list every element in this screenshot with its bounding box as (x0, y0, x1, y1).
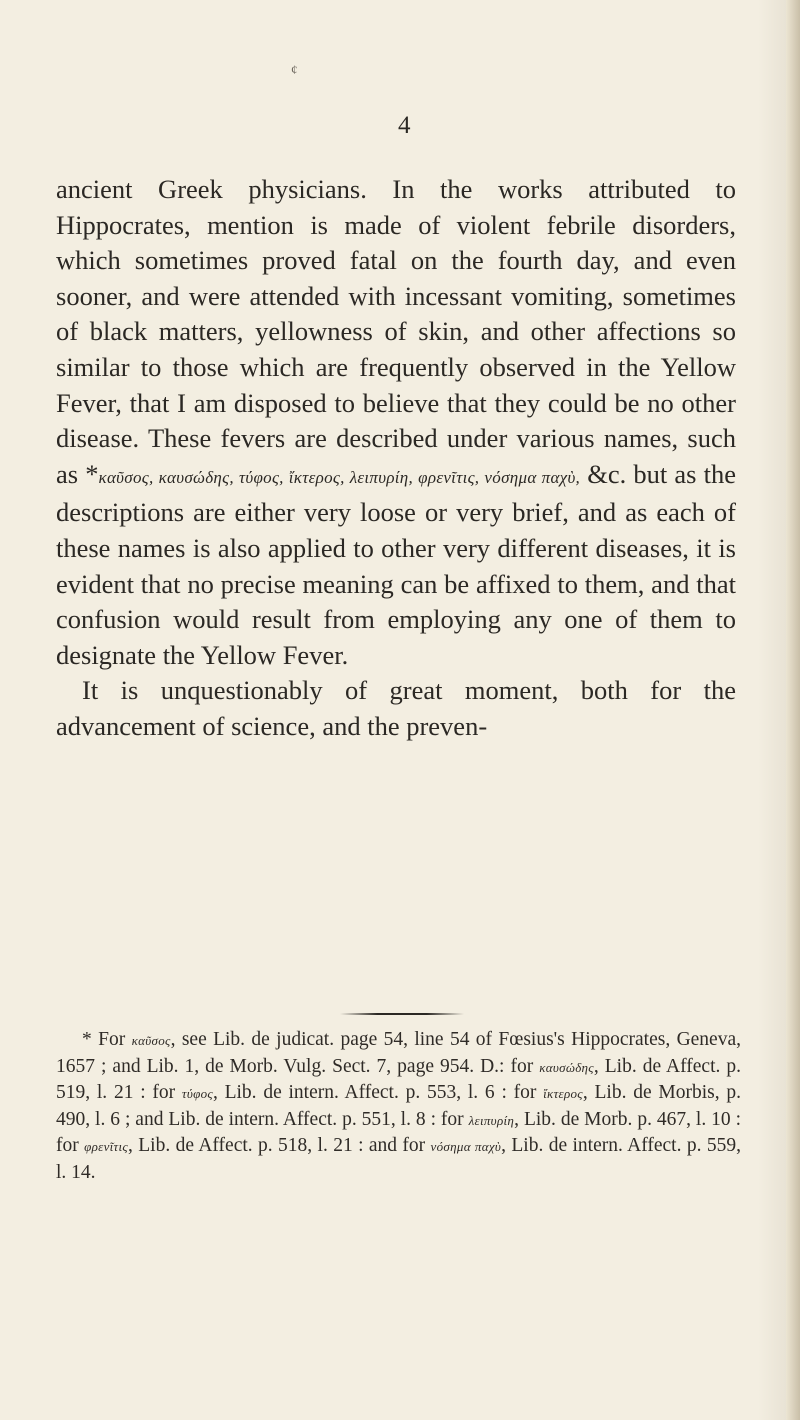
paragraph-1-continued: &c. but as the descriptions are either very loose or very brief, and as each of these names is also applied to other very different diseases, it is evident that no precise meaning can be affixed to them, and that confusion would result from employing any one of them to designate the Yellow Fever. (56, 458, 736, 670)
footnote-marker: * (85, 458, 99, 489)
footnote-seg-6: , Lib. de Morb. p. 467, l. 10 : for (56, 1108, 741, 1156)
footnote-seg-4: , Lib. de intern. Affect. p. 553, l. 6 : for (212, 1082, 544, 1103)
footnote-text (56, 1027, 741, 1185)
greek-terms: καῦσος, καυσώδης, τύφος, ἴκτερος, λειπυρίη, φρενῖτις, νόσημα παχὺ, (98, 467, 581, 487)
footnote-greek-2: καυσώδης (539, 1059, 594, 1075)
footnote-greek-7: νόσημα παχὺ (430, 1139, 502, 1154)
footnote-divider (340, 1013, 464, 1015)
footnote-greek-1: καῦσος (131, 1033, 171, 1048)
footnote-greek-3: τύφος (181, 1086, 213, 1101)
footnote-seg-8: , Lib. de intern. Affect. p. 559, l. 14. (56, 1135, 741, 1183)
paragraph-2: It is unquestionably of great moment, both for the advancement of science, and the preven- (56, 675, 736, 741)
footnote (56, 1027, 741, 1185)
paragraph-1-text: ancient Greek physicians. In the works attributed to Hippocrates, mention is made of violent febrile disorders, which sometimes proved fatal on the fourth day, and even sooner, and were attended with incessant vomiting, sometimes of black matters, yellowness of skin, and other affections so similar to those which are frequently observed in the Yellow Fever, that I am disposed to believe that they could be no other disease. These fevers are described under various names, such as (56, 174, 736, 489)
footnote-greek-4: ἴκτερος (543, 1086, 583, 1101)
footnote-seg-2: , see Lib. de judicat. page 54, line 54 of Fœsius's Hippocrates, Geneva, 1657 ; and Lib. 1, de Morb. Vulg. Sect. 7, page 954. D.: for (56, 1029, 741, 1077)
footnote-seg-3: , Lib. de Affect. p. 519, l. 21 : for (56, 1055, 741, 1103)
footnote-seg-1: * For (82, 1029, 132, 1050)
main-text (56, 172, 736, 745)
page-edge-shadow (758, 0, 786, 1420)
footnote-greek-6: φρενῖτις (84, 1139, 129, 1154)
stray-mark: ¢ (291, 62, 298, 77)
footnote-seg-7: , Lib. de Affect. p. 518, l. 21 : and for (128, 1135, 431, 1156)
footnote-greek-5: λειπυρίη (468, 1112, 515, 1128)
page-edge (786, 0, 800, 1420)
footnote-seg-5: , Lib. de Morbis, p. 490, l. 6 ; and Lib. de intern. Affect. p. 551, l. 8 : for (56, 1082, 741, 1130)
paragraph-1 (56, 172, 736, 673)
page-number: 4 (398, 112, 411, 139)
